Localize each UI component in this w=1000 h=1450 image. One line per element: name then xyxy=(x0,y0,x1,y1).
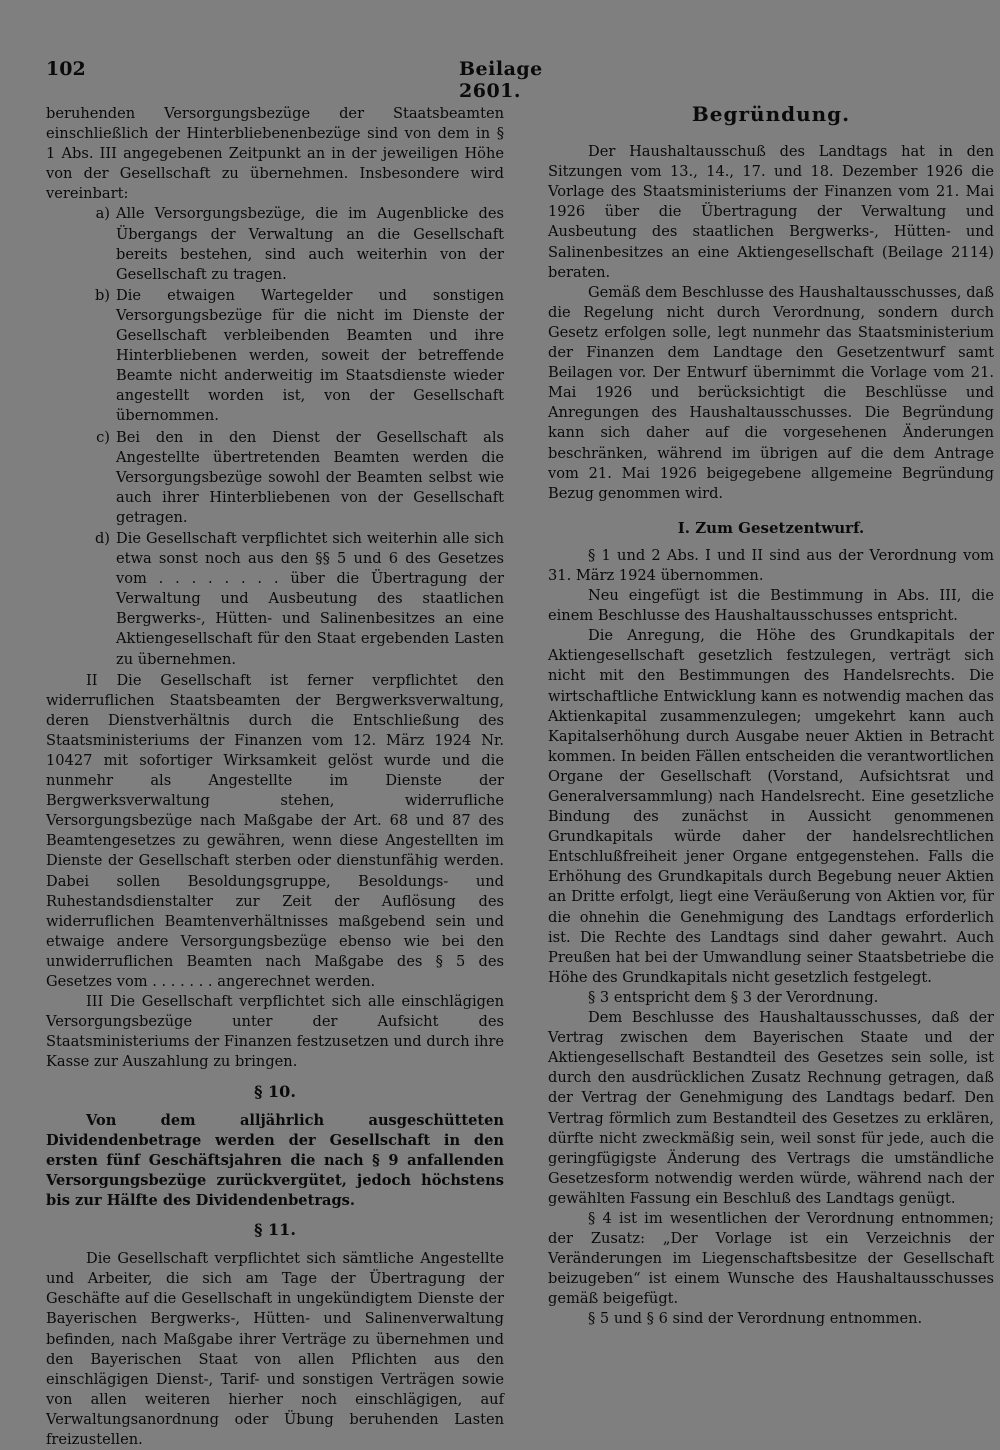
item-text: Die Gesellschaft verpflichtet sich weiterhin alle sich etwa sonst noch aus den §§ 5 und 6 des Gesetzes vom . . . . . . . . über die Übertragung der Verwaltung und Ausbeutung des staatlichen Bergwerks-, Hütten- und Salinenbesitzes an eine Aktiengesellschaft für den Staat ergebenden Lasten zu übernehmen. xyxy=(116,529,504,668)
list-item xyxy=(46,529,504,670)
paragraph: Dem Beschlusse des Haushaltausschusses, daß der Vertrag zwischen dem Bayerischen Staate und der Aktiengesellschaft Bestandteil des Gesetzes sein solle, ist durch den ausdrücklichen Zusatz Rechnung getragen, daß der Vertrag der Genehmigung des Landtags bedarf. Den Vertrag förmlich zum Bestandteil des Gesetzes zu erklären, dürfte nicht zweckmäßig sein, weil sonst für jede, auch die geringfügigste Änderung des Vertrags die umständliche Gesetzesform notwendig werden würde, während nach der gewählten Fassung ein Beschluß des Landtags genügt. xyxy=(548,1009,994,1207)
paragraph: § 3 entspricht dem § 3 der Verordnung. xyxy=(588,988,879,1006)
paragraph: § 5 und § 6 sind der Verordnung entnommen. xyxy=(588,1310,923,1328)
right-column xyxy=(548,104,994,1330)
paragraph: Neu eingefügt ist die Bestimmung in Abs. III, die einem Beschlusse des Haushaltausschusses entspricht. xyxy=(548,587,994,625)
paragraph-III: III Die Gesellschaft verpflichtet sich alle einschlägigen Versorgungsbezüge unter der Aufsicht des Staatsministeriums der Finanzen festzusetzen und durch ihre Kasse zur Auszahlung zu bringen. xyxy=(46,993,504,1071)
section-11-title: § 11. xyxy=(254,1220,296,1240)
page-header xyxy=(46,58,582,102)
list-item xyxy=(46,428,504,528)
left-column xyxy=(46,104,504,1450)
intro-paragraph: beruhenden Versorgungsbezüge der Staatsbeamten einschließlich der Hinterbliebenenbezüge sind von dem in § 1 Abs. III angegebenen Zeitpunkt an in der jeweiligen Höhe von der Gesellschaft zu übernehmen. Insbesondere wird vereinbart: xyxy=(46,105,504,203)
begruendung-heading: Begründung. xyxy=(691,102,851,126)
paragraph: Die Anregung, die Höhe des Grundkapitals der Aktiengesellschaft gesetzlich festzulegen, verträgt sich nicht mit den Bestimmungen des Handelsrechts. Die wirtschaftliche Entwicklung kann es notwendig machen das Aktienkapital zusammenzulegen; umgekehrt kann auch Kapitalserhöhung durch Ausgabe neuer Aktien in Betracht kommen. In beiden Fällen entscheiden die verantwortlichen Organe der Gesellschaft (Vorstand, Aufsichtsrat und Generalversammlung) nach Handelsrecht. Eine gesetzliche Bindung des zunächst in Aussicht genommenen Grundkapitals würde daher der handelsrechtlichen Entschlußfreiheit jener Organe entgegenstehen. Falls die Erhöhung des Grundkapitals durch Begebung neuer Aktien an Dritte erfolgt, liegt eine Veräußerung von Aktien vor, für die ohnehin die Genehmigung des Landtags erforderlich ist. Die Rechte des Landtags sind daher gewahrt. Auch Preußen hat bei der Umwandlung seiner Staatsbetriebe die Höhe des Grundkapitals nicht gesetzlich festgelegt. xyxy=(548,627,994,986)
item-text: Die etwaigen Wartegelder und sonstigen Versorgungsbezüge für die nicht im Dienste der Gesellschaft verbleibenden Beamten und ihre Hinterbliebenen werden, soweit der betreffende Beamte nicht anderweitig im Staatsdienste wieder angestellt worden ist, von der Gesellschaft übernommen. xyxy=(116,286,504,425)
item-label: b) xyxy=(94,286,110,304)
section-10-title: § 10. xyxy=(254,1081,296,1101)
section-10-text: Von dem alljährlich ausgeschütteten Dividendenbetrage werden der Gesellschaft in den ersten fünf Geschäftsjahren die nach § 9 anfallenden Versorgungsbezüge zurückvergütet, jedoch höchstens bis zur Hälfte des Dividendenbetrags. xyxy=(46,1111,504,1209)
paragraph: § 4 ist im wesentlichen der Verordnung entnommen; der Zusatz: „Der Vorlage ist ein Verzeichnis der Veränderungen im Liegenschaftsbesitze der Gesellschaft beizugeben“ ist einem Wunsche des Haushaltausschusses gemäß beigefügt. xyxy=(548,1209,994,1308)
item-text: Bei den in den Dienst der Gesellschaft als Angestellte übertretenden Beamten werden die Versorgungsbezüge sowohl der Beamten selbst wie auch ihrer Hinterbliebenen von der Gesellschaft getragen. xyxy=(116,428,504,526)
paragraph: Gemäß dem Beschlusse des Haushaltausschusses, daß die Regelung nicht durch Verordnung, sondern durch Gesetz erfolgen solle, legt nunmehr das Staatsministerium der Finanzen dem Landtage den Gesetzentwurf samt Beilagen vor. Der Entwurf übernimmt die Vorlage vom 21. Mai 1926 und berücksichtigt die Beschlüsse und Anregungen des Haushaltausschusses. Die Begründung kann sich daher auf die vorgesehenen Änderungen beschränken, während im übrigen auf die dem Antrage vom 21. Mai 1926 beigegebene allgemeine Begründung Bezug genommen wird. xyxy=(548,283,994,502)
item-label: d) xyxy=(94,529,110,547)
item-text: Alle Versorgungsbezüge, die im Augenblicke des Übergangs der Verwaltung an die Gesellschaft bereits bestehen, sind auch weiterhin von der Gesellschaft zu tragen. xyxy=(116,205,504,283)
section-11-text: Die Gesellschaft verpflichtet sich sämtliche Angestellte und Arbeiter, die sich am Tage der Übertragung der Geschäfte auf die Gesellschaft in ungekündigtem Dienste der Bayerischen Bergwerks-, Hütten- und Salinenverwaltung befinden, nach Maßgabe ihrer Verträge zu übernehmen und den Bayerischen Staat von allen Pflichten aus den einschlägigen Dienst-, Tarif- und sonstigen Verträgen sowie von allen weiteren hierher noch einschlägigen, auf Verwaltungsanordnung oder Übung beruhenden Lasten freizustellen. xyxy=(46,1250,504,1448)
paragraph: Der Haushaltausschuß des Landtags hat in den Sitzungen vom 13., 14., 17. und 18. Dezember 1926 die Vorlage des Staatsministeriums der Finanzen vom 21. Mai 1926 über die Übertragung der Verwaltung und Ausbeutung des staatlichen Bergwerks-, Hütten- und Salinenbesitzes an eine Aktiengesellschaft (Beilage 2114) beraten. xyxy=(548,143,994,281)
page-number: 102 xyxy=(46,58,86,80)
item-label: a) xyxy=(95,205,110,223)
paragraph-II: II Die Gesellschaft ist ferner verpflichtet den widerruflichen Staatsbeamten der Bergwerksverwaltung, deren Dienstverhältnis durch die Entschließung des Staatsministeriums der Finanzen vom 12. März 1924 Nr. 10427 mit sofortiger Wirksamkeit gelöst wurde und die nunmehr als Angestellte im Dienste der Bergwerksverwaltung stehen, widerrufliche Versorgungsbezüge nach Maßgabe der Art. 68 und 87 des Beamtengesetzes zu gewähren, wenn diese Angestellten im Dienste der Gesellschaft sterben oder dienstunfähig werden. Dabei sollen Besoldungsgruppe, Besoldungs- und Ruhestandsdienstalter zur Zeit der Auflösung des widerruflichen Beamtenverhältnisses maßgebend sein und etwaige andere Versorgungsbezüge ebenso wie bei den unwiderruflichen Beamten nach Maßgabe des § 5 des Gesetzes vom . . . . . . . angerechnet werden. xyxy=(46,671,504,991)
subheading-gesetzentwurf: I. Zum Gesetzentwurf. xyxy=(677,518,865,537)
list-item xyxy=(46,204,504,284)
running-title: Beilage 2601. xyxy=(459,58,543,102)
item-label: c) xyxy=(96,428,110,446)
paragraph: § 1 und 2 Abs. I und II sind aus der Verordnung vom 31. März 1924 übernommen. xyxy=(548,546,994,584)
list-item xyxy=(46,286,504,427)
